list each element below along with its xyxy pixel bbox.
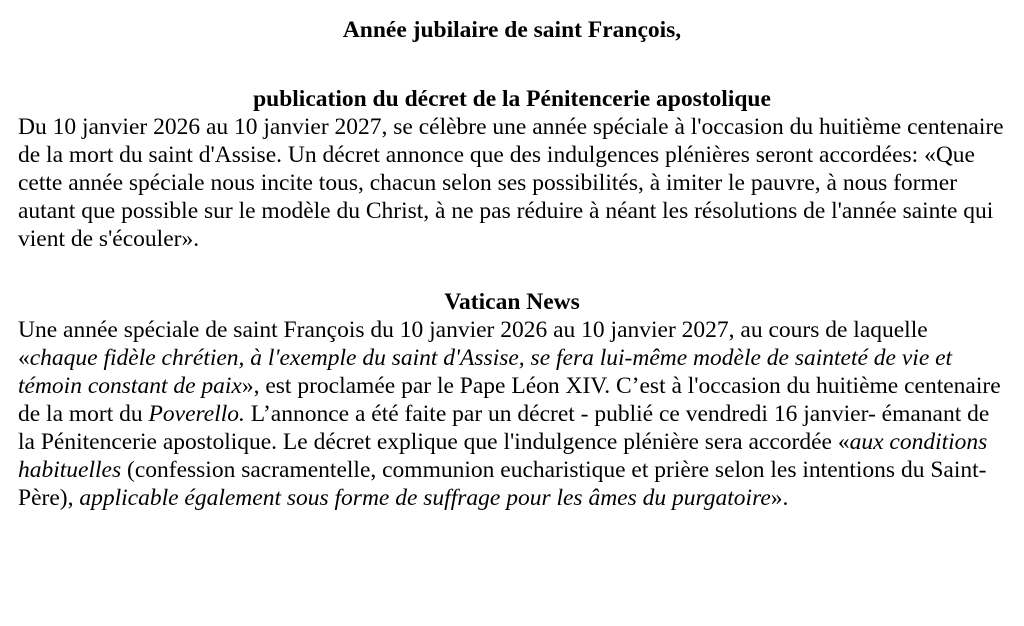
body-text-2: », est proclamée par le Pape Léon XIV. C’est à l'occasion du huitième centenaire de la mort du <box>18 373 1001 427</box>
body-text-5: ». <box>770 485 789 511</box>
body-quote-3: applicable également sous forme de suffrage pour les âmes du purgatoire <box>79 485 771 511</box>
body-text-1: Une année spéciale de saint François du 10 janvier 2026 au 10 janvier 2027, au cours de laquelle « <box>18 317 928 371</box>
body-poverello: Poverello. <box>148 401 245 427</box>
body-quote-2: aux conditions habituelles <box>18 429 988 483</box>
article-title-line1: Année jubilaire de saint François, <box>342 17 682 43</box>
body-paragraph <box>18 316 1006 512</box>
body-text-3: L’annonce a été faite par un décret - publié ce vendredi 16 janvier- émanant de la Pénitencerie apostolique. Le décret explique que l'indulgence plénière sera accordée « <box>18 401 990 455</box>
body-quote-1: chaque fidèle chrétien, à l'exemple du saint d'Assise, se fera lui-même modèle de sainteté de vie et témoin constant de paix <box>18 345 953 399</box>
body-text-4: (confession sacramentelle, communion eucharistique et prière selon les intentions du Saint-Père), <box>18 457 987 511</box>
source-heading: Vatican News <box>444 289 580 315</box>
intro-paragraph: Du 10 janvier 2026 au 10 janvier 2027, se célèbre une année spéciale à l'occasion du huitième centenaire de la mort du saint d'Assise. Un décret annonce que des indulgences plénières seront accordées: «Que cette année spéciale nous incite tous, chacun selon ses possibilités, à imiter le pauvre, à nous former autant que possible sur le modèle du Christ, à ne pas réduire à néant les résolutions de l'année sainte qui vient de s'écouler». <box>18 114 1004 252</box>
article-title-line2: publication du décret de la Pénitencerie apostolique <box>253 86 771 112</box>
